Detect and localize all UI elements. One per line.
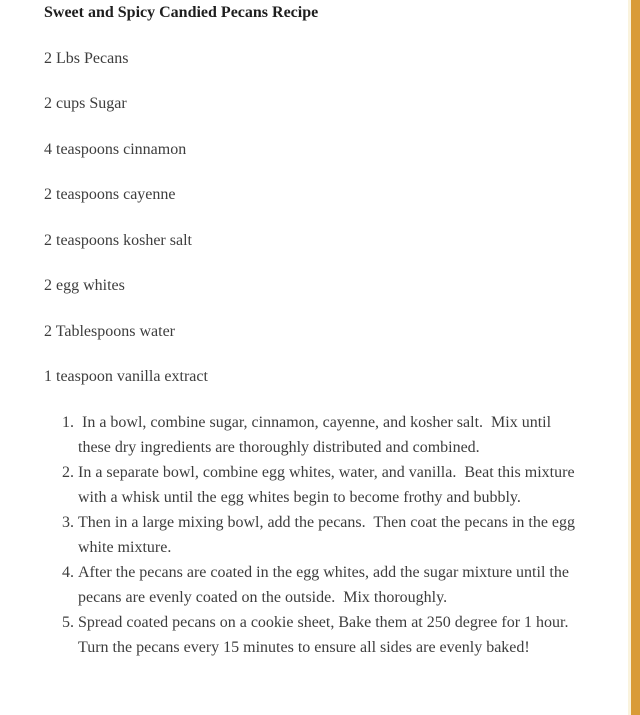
ingredient-line-vanilla-extract: 1 teaspoon vanilla extract <box>44 368 208 385</box>
step-item-1: 1. In a bowl, combine sugar, cinnamon, cayenne, and kosher salt. Mix until these dry ingredients are thoroughly distributed and combined. <box>78 410 583 460</box>
recipe-title: Sweet and Spicy Candied Pecans Recipe <box>44 4 319 21</box>
ingredient-line-sugar: 2 cups Sugar <box>44 95 127 112</box>
page-edge-strip <box>631 0 640 715</box>
recipe-steps-list <box>44 410 583 660</box>
ingredient-line-kosher-salt: 2 teaspoons kosher salt <box>44 231 192 249</box>
ingredient-line-cayenne: 2 teaspoons cayenne <box>44 186 176 203</box>
step-item-3: 3. Then in a large mixing bowl, add the pecans. Then coat the pecans in the egg white mixture. <box>78 510 583 560</box>
ingredient-line-egg-whites: 2 egg whites <box>44 277 125 294</box>
step-item-5: 5. Spread coated pecans on a cookie sheet, Bake them at 250 degree for 1 hour. Turn the pecans every 15 minutes to ensure all sides are evenly baked! <box>78 610 583 660</box>
ingredient-line-water: 2 Tablespoons water <box>44 322 175 340</box>
ingredient-line-cinnamon: 4 teaspoons cinnamon <box>44 140 187 158</box>
ingredient-line-pecans: 2 Lbs Pecans <box>44 49 129 67</box>
step-item-4: 4. After the pecans are coated in the egg whites, add the sugar mixture until the pecans are evenly coated on the outside. Mix thoroughly. <box>78 560 583 610</box>
step-item-2: 2. In a separate bowl, combine egg whites, water, and vanilla. Beat this mixture with a whisk until the egg whites begin to become frothy and bubbly. <box>78 460 583 510</box>
